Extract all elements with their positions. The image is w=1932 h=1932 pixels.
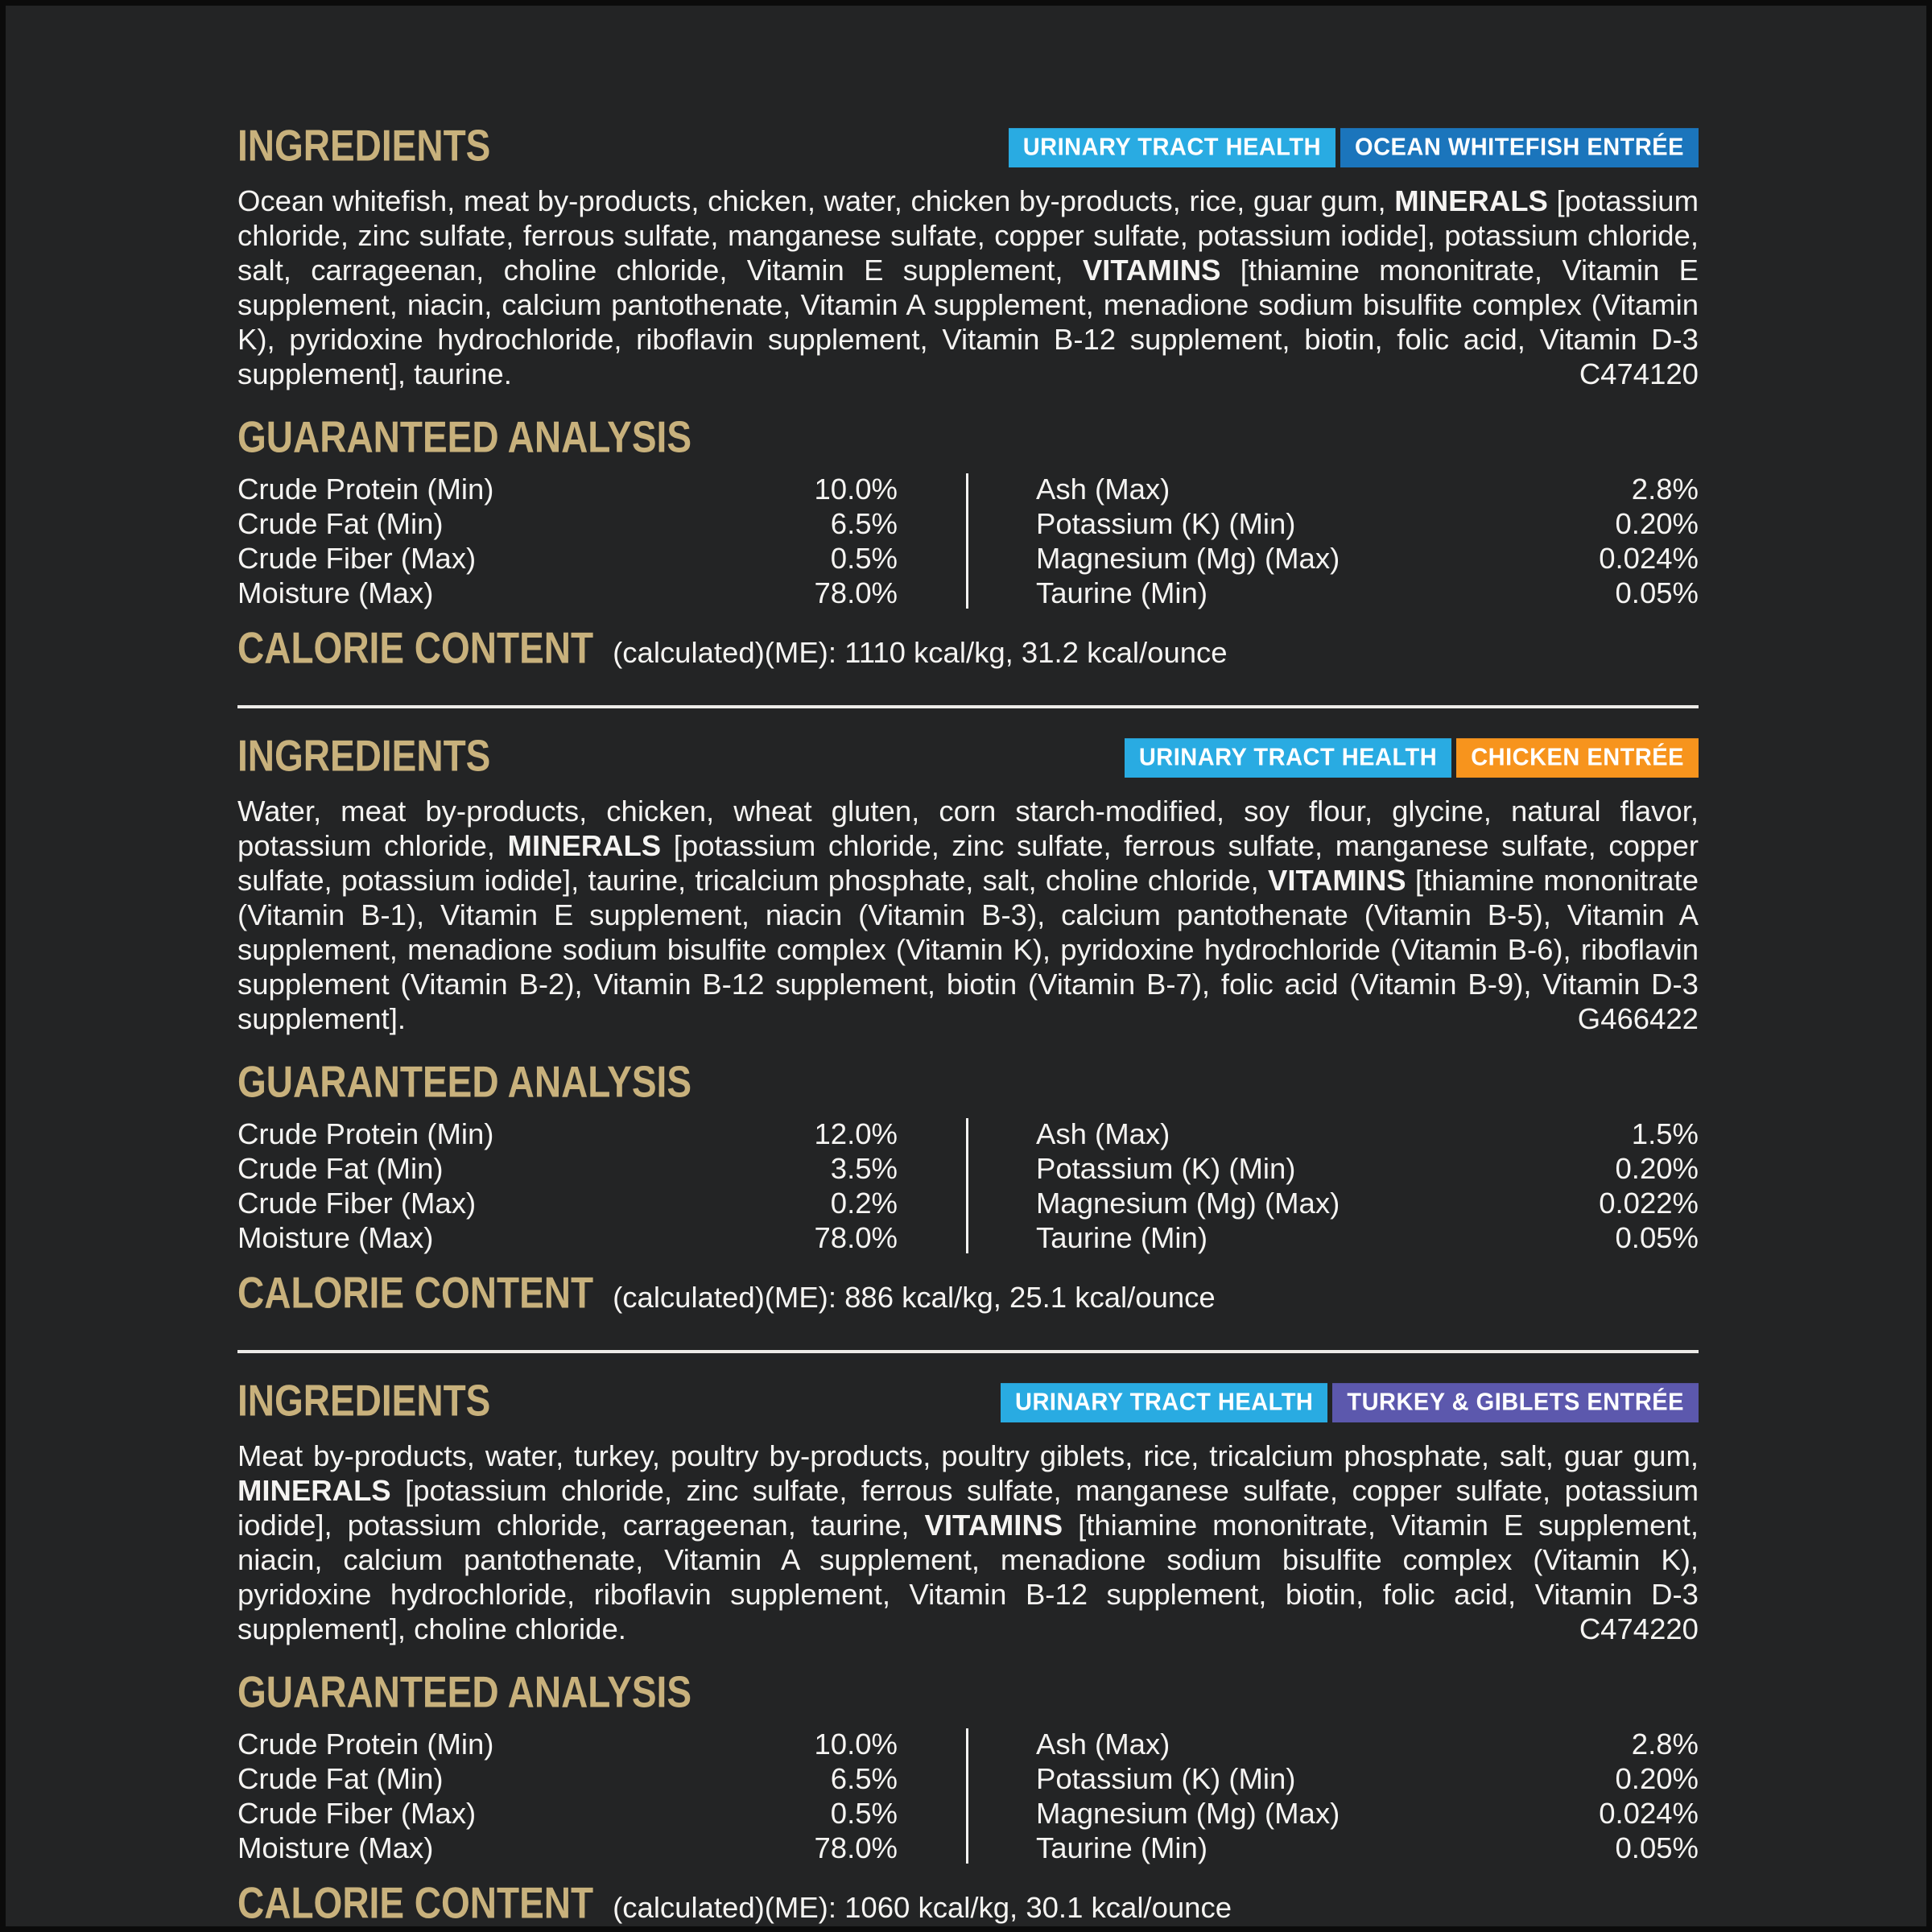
analysis-value: 78.0% [814, 576, 898, 609]
analysis-row [237, 1796, 898, 1831]
analysis-label: Crude Protein (Min) [237, 473, 494, 506]
analysis-row [237, 1151, 898, 1186]
urinary-tract-health-badge: URINARY TRACT HEALTH [1001, 1383, 1327, 1422]
analysis-value: 3.5% [830, 1152, 898, 1185]
formula-code: C474220 [1579, 1612, 1699, 1645]
ingredient-group-keyword: MINERALS [1394, 184, 1548, 217]
analysis-value: 2.8% [1631, 473, 1699, 506]
analysis-value: 6.5% [830, 1762, 898, 1795]
product-section-chicken [237, 731, 1699, 1318]
analysis-value: 0.024% [1599, 1797, 1699, 1830]
analysis-left-column [237, 1117, 898, 1255]
analysis-row [237, 1831, 898, 1865]
analysis-label: Magnesium (Mg) (Max) [1036, 1797, 1340, 1830]
analysis-row [1036, 541, 1699, 576]
analysis-row [1036, 1796, 1699, 1831]
section-header [237, 731, 1699, 781]
analysis-row [1036, 1831, 1699, 1865]
analysis-label: Crude Fiber (Max) [237, 1797, 477, 1830]
ingredient-text-segment: [thiamine mononitrate, Vitamin E supplement, niacin, calcium pantothenate, Vitamin A supplement, menadione sodium bisulfite complex (Vitamin K), pyridoxine hydrochloride, riboflavin supplement, Vitamin B-12 supplement, biotin, folic acid, Vitamin D-3 supplement], choline chloride. [237, 1509, 1699, 1645]
badge-group [1125, 740, 1699, 778]
ingredients-heading: INGREDIENTS [237, 121, 491, 171]
calorie-content-line [237, 1268, 1699, 1318]
analysis-value: 1.5% [1631, 1117, 1699, 1150]
analysis-row [1036, 1220, 1699, 1255]
guaranteed-analysis-heading-row [237, 1057, 1699, 1107]
analysis-value: 10.0% [814, 1728, 898, 1761]
guaranteed-analysis-heading: GUARANTEED ANALYSIS [237, 412, 691, 462]
ingredient-group-keyword: VITAMINS [924, 1509, 1063, 1542]
ingredients-paragraph [237, 794, 1699, 1036]
calorie-content-value: (calculated)(ME): 886 kcal/kg, 25.1 kcal/ounce [613, 1281, 1216, 1314]
ingredient-group-keyword: MINERALS [507, 829, 662, 862]
ingredient-text-segment: Ocean whitefish, meat by-products, chicken, water, chicken by-products, rice, guar gum, [237, 184, 1395, 217]
calorie-content-value: (calculated)(ME): 1060 kcal/kg, 30.1 kcal/ounce [613, 1891, 1232, 1924]
ingredients-paragraph-wrap [237, 1439, 1699, 1646]
section-divider [237, 1350, 1699, 1353]
ingredients-heading: INGREDIENTS [237, 1376, 491, 1426]
analysis-row [237, 1727, 898, 1761]
analysis-row [237, 576, 898, 610]
column-divider [966, 1728, 968, 1864]
ingredients-heading: INGREDIENTS [237, 731, 491, 781]
analysis-value: 0.20% [1615, 1762, 1699, 1795]
ingredient-text-segment: [potassium chloride, zinc sulfate, ferrous sulfate, manganese sulfate, copper sulfate, potassium iodide], taurine, tricalcium phosphate, salt, choline chloride, [237, 829, 1699, 897]
ingredient-text-segment: Meat by-products, water, turkey, poultry by-products, poultry giblets, rice, tricalcium phosphate, salt, guar gum, [237, 1439, 1699, 1472]
urinary-tract-health-badge: URINARY TRACT HEALTH [1009, 128, 1335, 167]
analysis-value: 0.024% [1599, 542, 1699, 575]
analysis-label: Magnesium (Mg) (Max) [1036, 1187, 1340, 1220]
analysis-row [1036, 1761, 1699, 1796]
entree-name-badge: TURKEY & GIBLETS ENTRÉE [1332, 1383, 1699, 1422]
entree-name-badge: CHICKEN ENTRÉE [1456, 738, 1699, 778]
urinary-tract-health-badge: URINARY TRACT HEALTH [1125, 738, 1451, 778]
analysis-row [1036, 576, 1699, 610]
calorie-content-heading: CALORIE CONTENT [237, 1878, 594, 1928]
analysis-label: Crude Fiber (Max) [237, 542, 477, 575]
analysis-label: Ash (Max) [1036, 1117, 1170, 1150]
calorie-content-line [237, 623, 1699, 673]
analysis-value: 0.20% [1615, 1152, 1699, 1185]
ingredient-group-keyword: VITAMINS [1267, 864, 1406, 897]
guaranteed-analysis-table [237, 1117, 1699, 1255]
analysis-row [237, 541, 898, 576]
analysis-left-column [237, 472, 898, 610]
section-header [237, 121, 1699, 171]
analysis-label: Moisture (Max) [237, 576, 434, 609]
analysis-value: 0.05% [1615, 1831, 1699, 1864]
analysis-row [237, 506, 898, 541]
analysis-label: Crude Fat (Min) [237, 1762, 444, 1795]
analysis-label: Crude Fat (Min) [237, 1152, 444, 1185]
analysis-value: 0.2% [830, 1187, 898, 1220]
analysis-value: 0.20% [1615, 507, 1699, 540]
ingredient-group-keyword: VITAMINS [1082, 254, 1221, 287]
analysis-label: Ash (Max) [1036, 1728, 1170, 1761]
analysis-row [237, 1117, 898, 1151]
ingredient-text-segment: [potassium chloride, zinc sulfate, ferrous sulfate, manganese sulfate, copper sulfate, potassium iodide], potassium chloride, carrageenan, taurine, [237, 1474, 1699, 1542]
ingredients-paragraph [237, 1439, 1699, 1646]
guaranteed-analysis-heading: GUARANTEED ANALYSIS [237, 1057, 691, 1107]
guaranteed-analysis-table [237, 472, 1699, 610]
product-section-ocean-whitefish [237, 121, 1699, 673]
analysis-value: 78.0% [814, 1831, 898, 1864]
analysis-value: 2.8% [1631, 1728, 1699, 1761]
column-divider [966, 473, 968, 609]
analysis-right-column [1036, 1727, 1699, 1865]
ingredients-paragraph-wrap [237, 794, 1699, 1036]
calorie-content-heading: CALORIE CONTENT [237, 623, 594, 673]
analysis-row [1036, 1186, 1699, 1220]
analysis-value: 0.05% [1615, 576, 1699, 609]
analysis-value: 0.5% [830, 1797, 898, 1830]
ingredients-paragraph-wrap [237, 184, 1699, 391]
badge-group [1009, 130, 1699, 167]
analysis-label: Ash (Max) [1036, 473, 1170, 506]
analysis-row [1036, 472, 1699, 506]
analysis-row [1036, 1151, 1699, 1186]
analysis-label: Crude Fiber (Max) [237, 1187, 477, 1220]
analysis-value: 6.5% [830, 507, 898, 540]
analysis-label: Taurine (Min) [1036, 1221, 1208, 1254]
ingredients-paragraph [237, 184, 1699, 391]
ingredient-text-segment: [thiamine mononitrate, Vitamin E supplement, niacin, calcium pantothenate, Vitamin A supplement, menadione sodium bisulfite complex (Vitamin K), pyridoxine hydrochloride, riboflavin supplement, Vitamin B-12 supplement, biotin, folic acid, Vitamin D-3 supplement], taurine. [237, 254, 1699, 390]
ingredient-text-segment: Water, meat by-products, chicken, wheat gluten, corn starch-modified, soy flour, glycine, natural flavor, potassium chloride, [237, 795, 1699, 862]
analysis-value: 78.0% [814, 1221, 898, 1254]
analysis-left-column [237, 1727, 898, 1865]
analysis-label: Crude Protein (Min) [237, 1728, 494, 1761]
analysis-label: Potassium (K) (Min) [1036, 507, 1296, 540]
analysis-row [237, 472, 898, 506]
ingredient-group-keyword: MINERALS [237, 1474, 391, 1507]
guaranteed-analysis-heading: GUARANTEED ANALYSIS [237, 1667, 691, 1717]
analysis-row [237, 1761, 898, 1796]
ingredient-text-segment: [potassium chloride, zinc sulfate, ferrous sulfate, manganese sulfate, copper sulfate, potassium iodide], potassium chloride, salt, carrageenan, choline chloride, Vitamin E supplement, [237, 184, 1699, 287]
analysis-row [1036, 1727, 1699, 1761]
analysis-value: 12.0% [814, 1117, 898, 1150]
analysis-label: Taurine (Min) [1036, 576, 1208, 609]
analysis-label: Potassium (K) (Min) [1036, 1152, 1296, 1185]
calorie-content-line [237, 1878, 1699, 1928]
analysis-label: Magnesium (Mg) (Max) [1036, 542, 1340, 575]
calorie-content-value: (calculated)(ME): 1110 kcal/kg, 31.2 kcal/ounce [613, 636, 1228, 669]
analysis-label: Crude Fat (Min) [237, 507, 444, 540]
formula-code: G466422 [1577, 1002, 1699, 1035]
analysis-value: 0.05% [1615, 1221, 1699, 1254]
product-section-turkey-giblets [237, 1376, 1699, 1928]
entree-name-badge: OCEAN WHITEFISH ENTRÉE [1340, 128, 1699, 167]
analysis-row [237, 1220, 898, 1255]
section-divider [237, 705, 1699, 708]
ingredient-text-segment: [thiamine mononitrate (Vitamin B-1), Vitamin E supplement, niacin (Vitamin B-3), calcium pantothenate (Vitamin B-5), Vitamin A supplement, menadione sodium bisulfite complex (Vitamin K), pyridoxine hydrochloride (Vitamin B-6), riboflavin supplement (Vitamin B-2), Vitamin B-12 supplement, biotin (Vitamin B-7), folic acid (Vitamin B-9), Vitamin D-3 supplement]. [237, 864, 1699, 1035]
analysis-row [237, 1186, 898, 1220]
analysis-right-column [1036, 1117, 1699, 1255]
calorie-content-heading: CALORIE CONTENT [237, 1268, 594, 1318]
analysis-label: Moisture (Max) [237, 1221, 434, 1254]
analysis-row [1036, 506, 1699, 541]
column-divider [966, 1118, 968, 1253]
formula-code: C474120 [1579, 357, 1699, 390]
analysis-value: 0.022% [1599, 1187, 1699, 1220]
guaranteed-analysis-heading-row [237, 412, 1699, 462]
guaranteed-analysis-table [237, 1727, 1699, 1865]
analysis-row [1036, 1117, 1699, 1151]
section-header [237, 1376, 1699, 1426]
analysis-label: Potassium (K) (Min) [1036, 1762, 1296, 1795]
analysis-label: Taurine (Min) [1036, 1831, 1208, 1864]
analysis-value: 0.5% [830, 542, 898, 575]
badge-group [1001, 1385, 1699, 1422]
analysis-right-column [1036, 472, 1699, 610]
guaranteed-analysis-heading-row [237, 1667, 1699, 1717]
analysis-label: Moisture (Max) [237, 1831, 434, 1864]
analysis-value: 10.0% [814, 473, 898, 506]
analysis-label: Crude Protein (Min) [237, 1117, 494, 1150]
